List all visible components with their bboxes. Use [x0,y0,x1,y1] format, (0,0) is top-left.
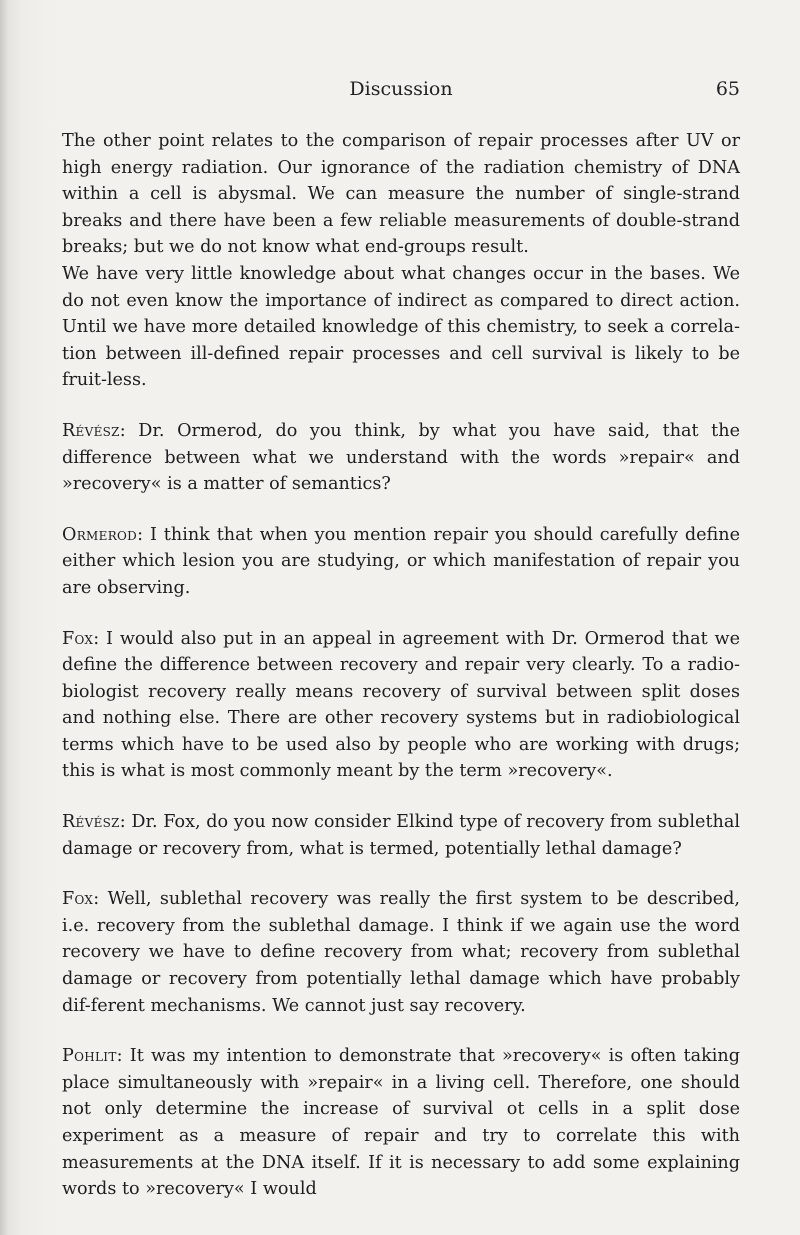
paragraph [62,128,740,261]
paragraph-text: : Well, sublethal recovery was really the first system to be described, i.e. recovery from the sublethal damage. I think if we again use the word recovery we have to define recovery from what; recovery from sublethal damage or recovery from potentially lethal damage which have probably dif-ferent mechanisms. We cannot just say recovery. [62,889,740,1016]
speaker-name: Ormerod [62,524,138,545]
speaker-name: Fox [62,889,94,910]
paragraph-text: The other point relates to the comparison of repair processes after UV or high energy radiation. Our ignorance of the radiation chemistry of DNA within a cell is abysmal. We can measure the number of single-strand breaks and there have been a few reliable measurements of double-strand breaks; but we do not know what end-groups result. [62,131,740,258]
speaker-paragraph [62,418,740,498]
paragraph-text: We have very little knowledge about what changes occur in the bases. We do not even know the importance of indirect as compared to direct action. Until we have more detailed knowledge of this chemistry, to seek a correla-tion between ill-defined repair processes and cell survival is likely to be fruit-less. [62,263,740,391]
speaker-paragraph [62,809,740,862]
speaker-paragraph [62,1043,740,1203]
speaker-paragraph [62,886,740,1019]
speaker-name: Révész [62,420,120,441]
section-title: Discussion [349,78,453,100]
speaker-name: Pohlit [62,1046,117,1067]
running-head [62,78,740,108]
paragraph-text: : Dr. Ormerod, do you think, by what you have said, that the difference between what we understand with the words »repair« and »recovery« is a matter of semantics? [62,420,740,495]
discussion-text [62,128,740,1203]
speaker-paragraph [62,522,740,602]
paragraph-text: : I think that when you mention repair you should carefully define either which lesion you are studying, or which manifestation of repair you are observing. [62,524,740,598]
paragraph-text: : It was my intention to demonstrate that »recovery« is often taking place simultaneously with »repair« in a living cell. Therefore, one should not only determine the increase of survival ot cells in a split dose experiment as a measure of repair and try to correlate this with measurements at the DNA itself. If it is necessary to add some explaining words to »recovery« I would [62,1046,740,1200]
speaker-name: Fox [62,628,94,649]
page-number: 65 [715,78,740,100]
speaker-paragraph [62,626,740,786]
speaker-name: Révész [62,812,120,833]
paragraph-text: : Dr. Fox, do you now consider Elkind type of recovery from sublethal damage or recovery from, what is termed, potentially lethal damage? [62,812,740,859]
paragraph [62,261,740,394]
paragraph-text: : I would also put in an appeal in agreement with Dr. Ormerod that we define the difference between recovery and repair very clearly. To a radio-biologist recovery really means recovery of survival between split doses and nothing else. There are other recovery systems but in radiobiological terms which have to be used also by people who are working with drugs; this is what is most commonly meant by the term »recovery«. [62,628,740,782]
